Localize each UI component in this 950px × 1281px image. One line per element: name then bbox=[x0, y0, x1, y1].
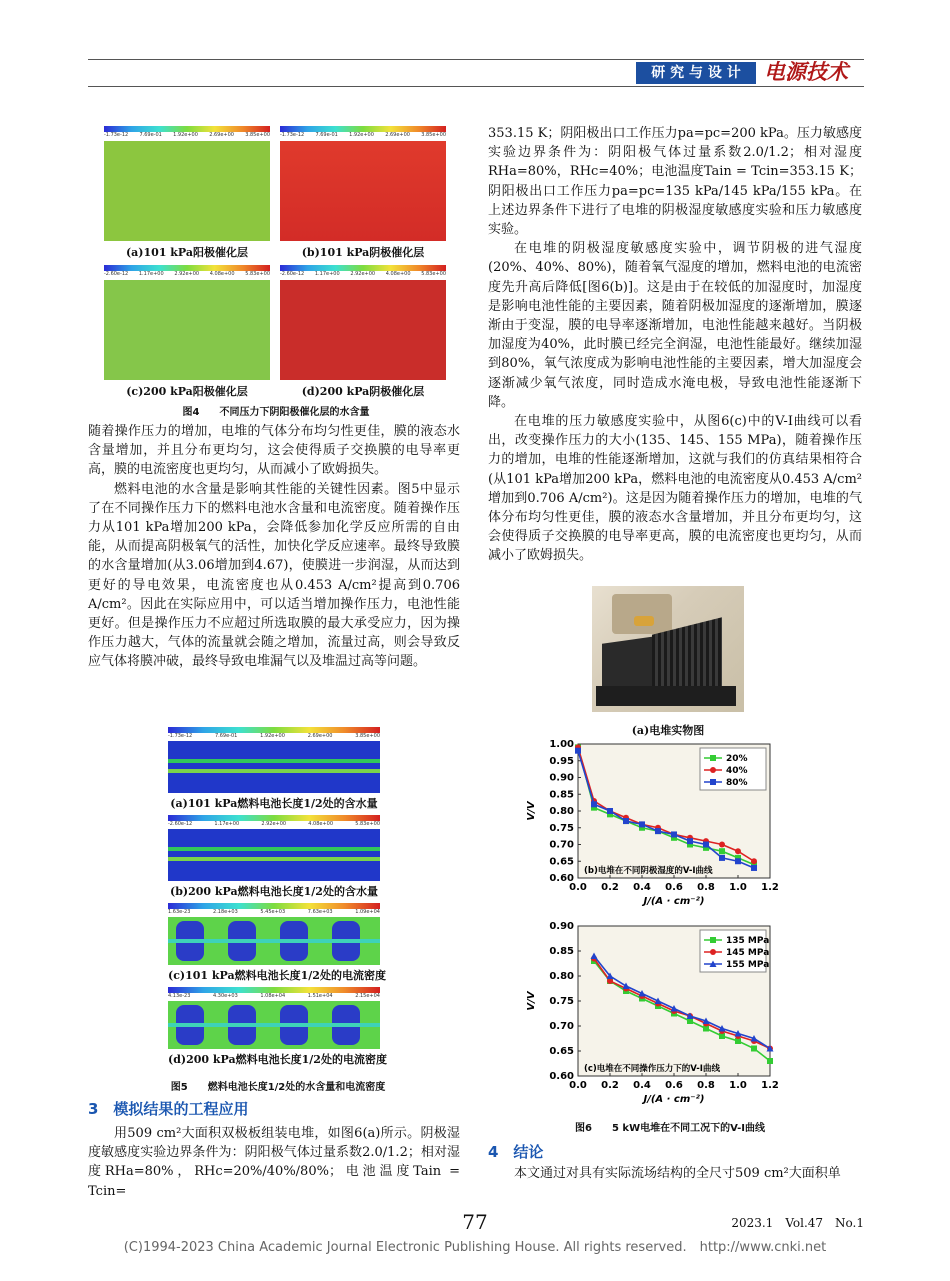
y-tick-label: 0.80 bbox=[549, 806, 574, 817]
vi-chart-pressure bbox=[520, 918, 790, 1114]
current-density-slice bbox=[168, 1001, 380, 1049]
data-point bbox=[735, 848, 741, 854]
water-content-slice bbox=[168, 829, 380, 881]
legend-marker bbox=[710, 755, 716, 761]
fig5-panel-a bbox=[168, 727, 380, 811]
x-tick-label: 0.0 bbox=[569, 1080, 587, 1091]
colorbar-ticks: -2.60e-12 1.17e+00 2.92e+00 4.08e+00 5.83e+00 bbox=[280, 271, 446, 277]
current-density-slice bbox=[168, 917, 380, 965]
data-point bbox=[719, 842, 725, 848]
y-axis-label: V/V bbox=[526, 991, 537, 1011]
paragraph: 在电堆的压力敏感度实验中，从图6(c)中的V-I曲线可以看出，改变操作压力的大小(135、145、155 MPa)，随着操作压力的增加，电堆的性能逐渐增加，这就与我们的仿真结果相符合(从101 kPa增加200 kPa，燃料电池的电流密度从0.453 A/cm²增加到0.706 A/cm²)。这是因为随着操作压力的增加，电堆的气体分布均匀性更佳，膜的液态水含量增加，并且分布更均匀，这会使得质子交换膜的电导率更高，膜的电流密度也更均匀，从而减小了欧姆损失。 bbox=[488, 414, 862, 564]
x-tick-label: 0.4 bbox=[633, 1080, 651, 1091]
colorbar-ticks: -1.73e-12 7.69e-01 1.92e+00 2.69e+00 3.85e+00 bbox=[280, 132, 446, 138]
fig5-panel-d bbox=[168, 987, 387, 1067]
x-tick-label: 0.4 bbox=[633, 882, 651, 893]
x-tick-label: 0.6 bbox=[665, 1080, 683, 1091]
fig4-caption: 图4 不同压力下阴阳极催化层的水含量 bbox=[182, 407, 370, 418]
fig6-label-a: (a)电堆实物图 bbox=[631, 724, 705, 737]
figure-5 bbox=[168, 727, 387, 1067]
data-point bbox=[671, 831, 677, 837]
colorbar-ticks: -1.73e-12 7.69e-01 1.92e+00 2.69e+00 3.85e+00 bbox=[104, 132, 270, 138]
colorbar-ticks: -2.60e-12 1.17e+00 2.92e+00 4.08e+00 5.83e+00 bbox=[168, 821, 380, 827]
data-point bbox=[591, 801, 597, 807]
data-point bbox=[751, 1046, 757, 1052]
data-point bbox=[751, 865, 757, 871]
data-point bbox=[719, 848, 725, 854]
data-point bbox=[639, 821, 645, 827]
colorbar-ticks: -1.73e-12 7.69e-01 1.92e+00 2.69e+00 3.85e+00 bbox=[168, 733, 380, 739]
x-tick-label: 0.8 bbox=[697, 1080, 715, 1091]
page-number: 77 bbox=[462, 1210, 488, 1234]
fig5-caption: 图5 燃料电池长度1/2处的水含量和电流密度 bbox=[170, 1082, 386, 1093]
legend-marker bbox=[710, 937, 716, 943]
paragraph: 随着操作压力的增加，电堆的气体分布均匀性更佳，膜的液态水含量增加，并且分布更均匀，这会使得质子交换膜的电导率更高，膜的电流密度也更均匀，从而减小了欧姆损失。 bbox=[88, 424, 460, 478]
inner-chart-label: (b)电堆在不同阴极湿度的V-I曲线 bbox=[584, 866, 713, 876]
legend-label: 20% bbox=[726, 754, 748, 764]
right-text-block bbox=[488, 124, 862, 566]
fig4-label-c: (c)200 kPa阳极催化层 bbox=[126, 385, 248, 398]
legend-marker bbox=[710, 949, 716, 955]
x-tick-label: 1.0 bbox=[729, 1080, 747, 1091]
x-axis-label: J/(A · cm⁻²) bbox=[643, 1094, 705, 1105]
contour-plot bbox=[104, 280, 270, 380]
y-tick-label: 0.75 bbox=[549, 996, 574, 1007]
copyright-line: (C)1994-2023 China Academic Journal Electronic Publishing House. All rights reserved. http://www.cnki.net bbox=[123, 1240, 827, 1255]
y-tick-label: 0.65 bbox=[549, 1046, 574, 1057]
y-tick-label: 0.75 bbox=[549, 822, 574, 834]
y-tick-label: 0.90 bbox=[549, 772, 574, 784]
data-point bbox=[623, 818, 629, 824]
left-text-block bbox=[88, 422, 460, 672]
legend-marker bbox=[710, 767, 716, 773]
y-tick-label: 1.00 bbox=[549, 739, 574, 750]
fig5-label-d: (d)200 kPa燃料电池长度1/2处的电流密度 bbox=[168, 1053, 387, 1066]
header-rule bbox=[88, 59, 864, 60]
data-point bbox=[735, 858, 741, 864]
fig4-label-b: (b)101 kPa阴极催化层 bbox=[301, 246, 425, 259]
inner-chart-label: (c)电堆在不同操作压力下的V-I曲线 bbox=[584, 1064, 720, 1074]
water-content-slice bbox=[168, 741, 380, 793]
fig4-panel-b bbox=[280, 126, 446, 260]
header-section-label: 研 究 与 设 计 bbox=[636, 62, 756, 84]
paragraph: 燃料电池的水含量是影响其性能的关键性因素。图5中显示了在不同操作压力下的燃料电池水含量和电流密度。随着操作压力从101 kPa增加200 kPa，会降低参加化学反应所需的自由能，从而提高阴极氧气的活性，加快化学反应速率。最终导致膜的水含量增加(从3.06增加到4.67)，使膜进一步润湿，从而达到更好的导电效果，电流密度也从0.453 A/cm²提高到0.706 A/cm²。因此在实际应用中，可以适当增加操作压力，电池性能更好。但是操作压力不应超过所选取膜的最大承受应力，因为操作压力越大，气体的流量就会随之增加，流量过高，则会导致反应气体将膜冲破，最终导致电堆漏气以及堆温过高等问题。 bbox=[88, 481, 460, 670]
fig5-label-c: (c)101 kPa燃料电池长度1/2处的电流密度 bbox=[168, 969, 386, 982]
x-tick-label: 0.0 bbox=[569, 882, 587, 893]
fig6-caption: 图6 5 kW电堆在不同工况下的V-I曲线 bbox=[575, 1123, 765, 1134]
fig4-panel-d bbox=[280, 265, 446, 399]
vi-chart-humidity bbox=[520, 736, 790, 918]
x-tick-label: 1.2 bbox=[761, 1080, 779, 1091]
legend-label: 135 MPa bbox=[726, 936, 770, 946]
legend-label: 80% bbox=[726, 778, 748, 788]
fig5-label-b: (b)200 kPa燃料电池长度1/2处的含水量 bbox=[170, 885, 378, 898]
contour-plot bbox=[280, 141, 446, 241]
x-tick-label: 0.6 bbox=[665, 882, 683, 893]
x-axis-label: J/(A · cm⁻²) bbox=[643, 896, 705, 907]
legend-marker bbox=[710, 779, 716, 785]
stack-photo bbox=[592, 586, 744, 712]
paragraph: 353.15 K；阴阳极出口工作压力pa=pc=200 kPa。压力敏感度实验边界条件为：阴阳极气体过量系数2.0/1.2；相对湿度RHa=80%，RHc=40%；电池温度Tain = Tcin=353.15 K；阴阳极出口工作压力pa=pc=135 kPa/145 kPa/155 kPa。在上述边界条件下进行了电堆的阴极湿度敏感度实验和压力敏感度实验。 bbox=[488, 126, 862, 238]
section-3-title: 3 模拟结果的工程应用 bbox=[88, 1100, 249, 1118]
legend-label: 155 MPa bbox=[726, 960, 770, 970]
header-rule-bottom bbox=[88, 86, 864, 87]
y-tick-label: 0.60 bbox=[549, 1071, 574, 1082]
y-tick-label: 0.65 bbox=[549, 856, 574, 868]
legend-label: 40% bbox=[726, 766, 748, 776]
colorbar-ticks: -2.60e-12 1.17e+00 2.92e+00 4.08e+00 5.83e+00 bbox=[104, 271, 270, 277]
data-point bbox=[607, 808, 613, 814]
y-axis-label: V/V bbox=[526, 801, 537, 821]
fig4-panel-a bbox=[104, 126, 270, 260]
data-point bbox=[767, 1058, 773, 1064]
y-tick-label: 0.80 bbox=[549, 971, 574, 982]
y-tick-label: 0.90 bbox=[549, 921, 574, 932]
fig5-panel-b bbox=[168, 815, 380, 899]
data-point bbox=[655, 828, 661, 834]
fig5-label-a: (a)101 kPa燃料电池长度1/2处的含水量 bbox=[170, 797, 378, 810]
x-tick-label: 1.0 bbox=[729, 882, 747, 893]
legend-label: 145 MPa bbox=[726, 948, 770, 958]
data-point bbox=[703, 842, 709, 848]
fig5-panel-c bbox=[168, 903, 386, 983]
section-4-title: 4 结论 bbox=[488, 1143, 544, 1161]
figure-4 bbox=[96, 126, 456, 416]
contour-plot bbox=[104, 141, 270, 241]
contour-plot bbox=[280, 280, 446, 380]
data-point bbox=[687, 838, 693, 844]
data-point bbox=[751, 858, 757, 864]
y-tick-label: 0.60 bbox=[549, 873, 574, 884]
fig4-panel-c bbox=[104, 265, 270, 399]
journal-logo: 电源技术 bbox=[764, 59, 848, 84]
fig4-label-d: (d)200 kPa阴极催化层 bbox=[301, 385, 425, 398]
x-tick-label: 0.2 bbox=[601, 1080, 619, 1091]
data-point bbox=[575, 748, 581, 754]
data-point bbox=[719, 855, 725, 861]
x-tick-label: 0.2 bbox=[601, 882, 619, 893]
y-tick-label: 0.95 bbox=[549, 755, 574, 767]
paragraph: 本文通过对具有实际流场结构的全尺寸509 cm²大面积单 bbox=[514, 1166, 841, 1181]
y-tick-label: 0.70 bbox=[549, 839, 574, 851]
x-tick-label: 1.2 bbox=[761, 882, 779, 893]
paragraph: 在电堆的阴极湿度敏感度实验中，调节阴极的进气湿度(20%、40%、80%)，随着氧气湿度的增加，燃料电池的电流密度先升高后降低[图6(b)]。这是由于在较低的加湿度时，加湿度是影响电池性能的主要因素，随着阴极加湿度的逐渐增加，膜逐渐由于变湿，膜的电导率逐渐增加，电池性能越来越好。当阴极加湿度为40%，此时膜已经完全润湿，电池性能最好。继续加湿到80%，氧气浓度成为影响电池性能的主要因素，增大加湿度会逐渐减少氧气浓度，同时造成水淹电极，导致电池性能逐渐下降。 bbox=[488, 241, 862, 410]
colorbar-ticks: 4.13e-23 4.30e+03 1.08e+04 1.51e+04 2.15e+04 bbox=[168, 993, 380, 999]
section-3-text bbox=[88, 1124, 460, 1201]
x-tick-label: 0.8 bbox=[697, 882, 715, 893]
y-tick-label: 0.85 bbox=[549, 789, 574, 801]
colorbar-ticks: 1.63e-23 2.18e+03 5.45e+03 7.63e+03 1.09e+04 bbox=[168, 909, 380, 915]
section-4-text bbox=[488, 1164, 862, 1183]
issue-info: 2023.1 Vol.47 No.1 bbox=[731, 1216, 864, 1230]
paragraph: 用509 cm²大面积双极板组装电堆，如图6(a)所示。阴极湿度敏感度实验边界条件为：阴阳极气体过量系数2.0/1.2；相对湿度RHa=80%，RHc=20%/40%/80%；电池温度Tain = Tcin= bbox=[88, 1126, 460, 1199]
fig4-label-a: (a)101 kPa阳极催化层 bbox=[125, 246, 249, 259]
y-tick-label: 0.70 bbox=[549, 1021, 574, 1032]
y-tick-label: 0.85 bbox=[549, 946, 574, 957]
